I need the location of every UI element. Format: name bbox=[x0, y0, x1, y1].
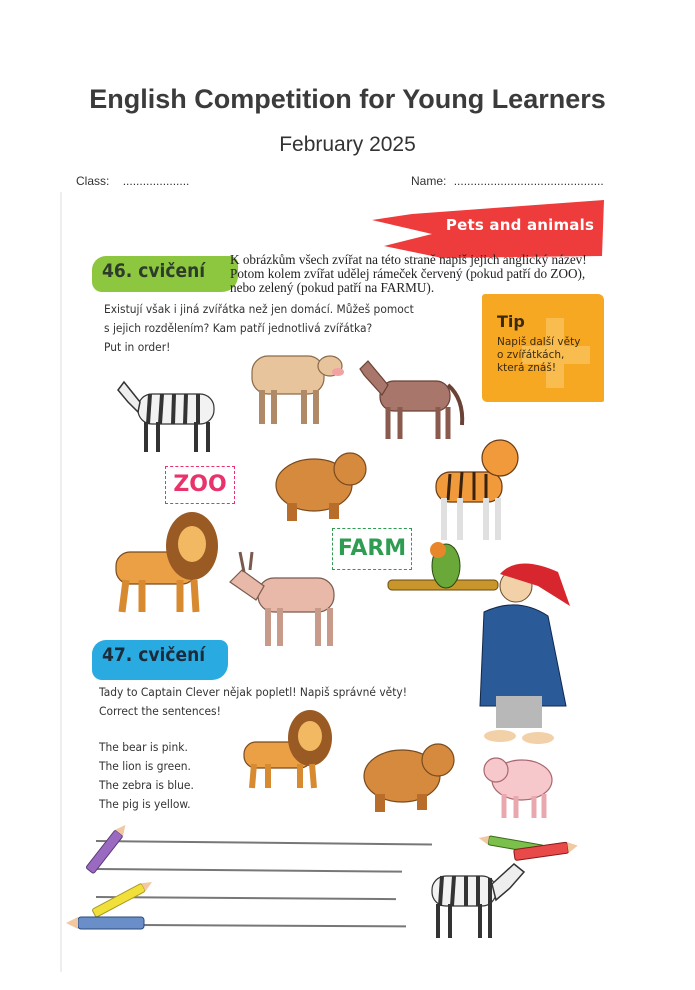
text-line: Put in order! bbox=[104, 340, 171, 354]
name-label: Name: bbox=[411, 174, 447, 188]
yellow-pencil-icon bbox=[90, 882, 154, 914]
blue-pencil-icon bbox=[66, 914, 150, 932]
sentence-item: The pig is yellow. bbox=[99, 797, 191, 811]
tiger-illustration bbox=[430, 436, 520, 544]
cow-illustration bbox=[248, 348, 346, 426]
answer-line[interactable] bbox=[96, 840, 432, 845]
lion-illustration bbox=[106, 508, 220, 614]
bear-illustration bbox=[360, 738, 456, 814]
text-line: Tady to Captain Clever nějak popletl! Napiš správné věty! bbox=[99, 685, 407, 699]
sentence-item: The zebra is blue. bbox=[99, 778, 194, 792]
sentence-item: The lion is green. bbox=[99, 759, 191, 773]
farm-label: FARM bbox=[332, 528, 412, 570]
sentence-item: The bear is pink. bbox=[99, 740, 188, 754]
zebra-illustration bbox=[426, 858, 528, 940]
document-date: February 2025 bbox=[279, 133, 416, 156]
class-blank[interactable]: .................... bbox=[122, 174, 190, 188]
name-field[interactable] bbox=[411, 174, 604, 188]
donkey-illustration bbox=[230, 552, 350, 648]
class-field[interactable] bbox=[76, 174, 189, 188]
zebra-illustration bbox=[118, 372, 222, 454]
zoo-label: ZOO bbox=[165, 466, 235, 504]
text-line: s jejich rozdělením? Kam patří jednotlivá zvířátka? bbox=[104, 321, 373, 335]
text-line: Existují však i jiná zvířátka než jen domácí. Můžeš pomoct bbox=[104, 302, 414, 316]
exercise-46-badge: 46. cvičení bbox=[92, 256, 238, 292]
lion-illustration bbox=[238, 708, 336, 790]
class-label: Class: bbox=[76, 174, 110, 188]
answer-line[interactable] bbox=[140, 924, 406, 927]
answer-line[interactable] bbox=[96, 868, 402, 872]
instruction-line: Potom kolem zvířat udělej rámeček červený (pokud patří do ZOO), bbox=[230, 266, 586, 281]
tip-title: Tip bbox=[497, 312, 525, 331]
purple-pencil-icon bbox=[80, 826, 130, 876]
horse-illustration bbox=[358, 355, 466, 441]
tip-line: Napiš další věty bbox=[497, 336, 581, 348]
tip-line: o zvířátkách, bbox=[497, 349, 565, 361]
exercise-46-instructions bbox=[230, 253, 630, 295]
instruction-line: nebo zelený (pokud patří na FARMU). bbox=[230, 280, 435, 295]
section-banner: Pets and animals bbox=[445, 216, 595, 234]
document-title: English Competition for Young Learners bbox=[89, 84, 606, 114]
name-blank[interactable]: ............................................. bbox=[453, 174, 604, 188]
scan-edge bbox=[60, 192, 62, 972]
instruction-line: K obrázkům všech zvířat na této straně napiš jejich anglický název! bbox=[230, 252, 587, 267]
tip-text bbox=[497, 336, 597, 375]
exercise-47-badge: 47. cvičení bbox=[92, 640, 228, 680]
bear-illustration bbox=[272, 447, 368, 523]
tip-box bbox=[482, 294, 604, 402]
text-line: Correct the sentences! bbox=[99, 704, 221, 718]
tip-line: která znáš! bbox=[497, 362, 557, 374]
pig-illustration bbox=[482, 744, 554, 820]
